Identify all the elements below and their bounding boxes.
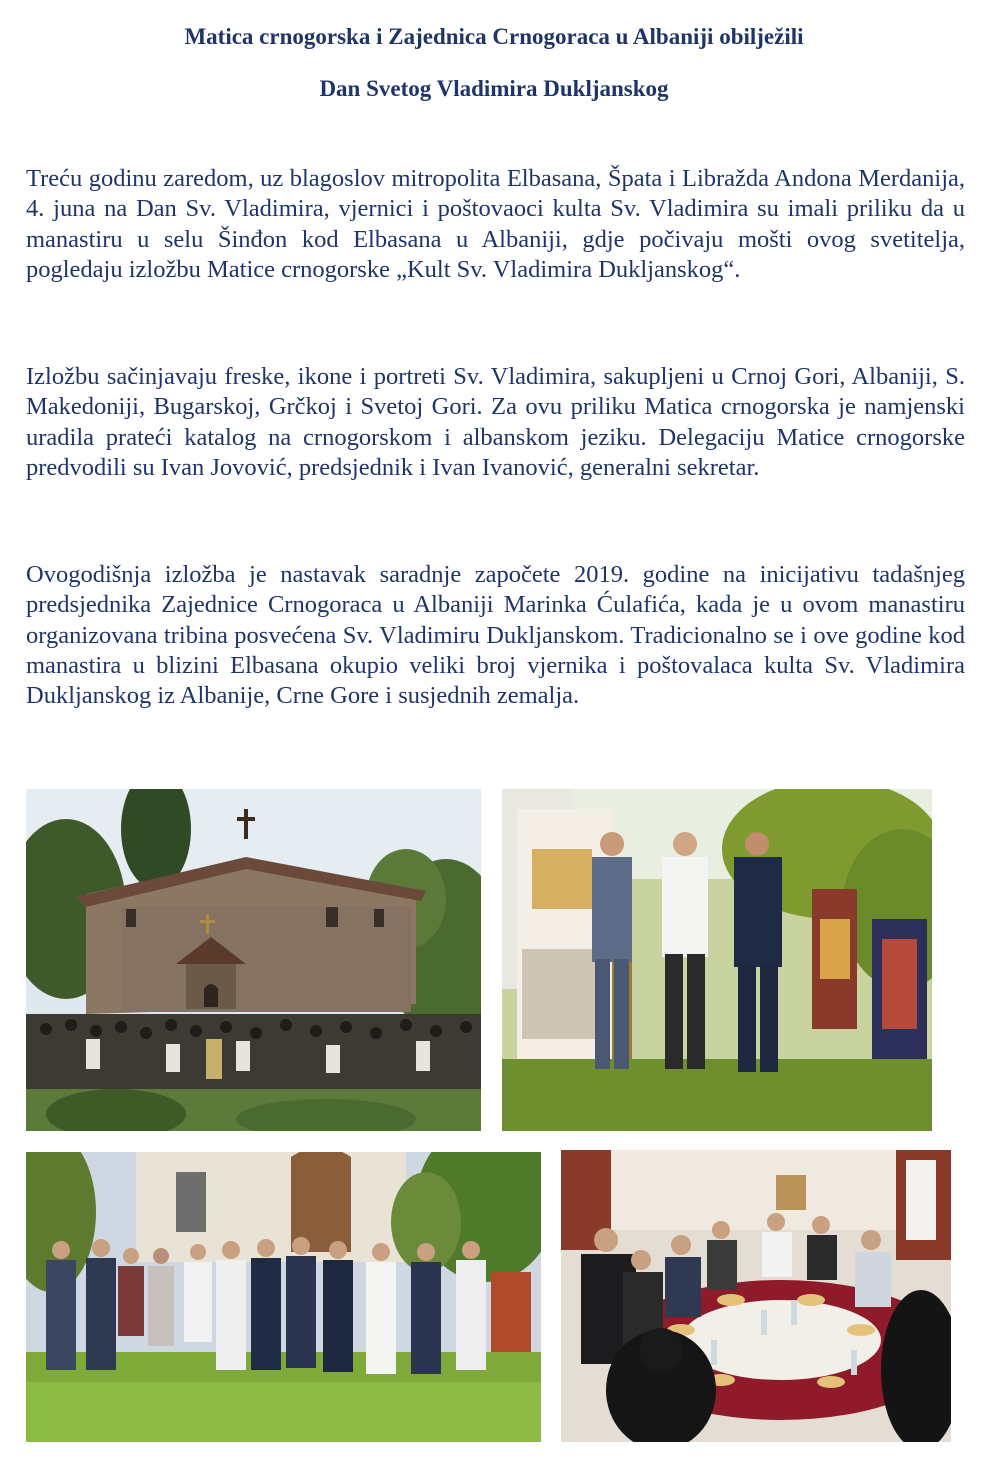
photo-dinner-table xyxy=(561,1150,951,1442)
article-title-line-1: Matica crnogorska i Zajednica Crnogoraca u Albaniji obilježili xyxy=(184,24,804,49)
photo-delegation-exhibition xyxy=(502,789,932,1131)
photo-group-outdoors xyxy=(26,1152,541,1442)
article-title-line-2: Dan Svetog Vladimira Dukljanskog xyxy=(319,76,669,101)
article-paragraph-2: Izložbu sačinjavaju freske, ikone i portreti Sv. Vladimira, sakupljeni u Crnoj Gori, Albaniji, S. Makedoniji, Bugarskoj, Grčkoj i Svetoj Gori. Za ovu priliku Matica crnogorska je namjenski uradila prateći katalog na crnogorskom i albanskom jeziku. Delegaciju Matice crnogorske predvodili su Ivan Jovović, predsjednik i Ivan Ivanović, generalni sekretar. xyxy=(26,363,965,481)
article-paragraph-1: Treću godinu zaredom, uz blagoslov mitropolita Elbasana, Špata i Libražda Andona Merdanija, 4. juna na Dan Sv. Vladimira, vjernici i poštovaoci kulta Sv. Vladimira su imali priliku da u manastiru u selu Šinđon kod Elbasana u Albaniji, gdje počivaju mošti ovog svetitelja, pogledaju izložbu Matice crnogorske „Kult Sv. Vladimira Dukljanskog“. xyxy=(26,165,965,283)
article-paragraph-3: Ovogodišnja izložba je nastavak saradnje započete 2019. godine na inicijativu tadašnjeg predsjednika Zajednice Crnogoraca u Albaniji Marinka Ćulafića, kada je u ovom manastiru organizovana tribina posvećena Sv. Vladimiru Dukljanskom. Tradicionalno se i ove godine kod manastira u blizini Elbasana okupio veliki broj vjernika i poštovalaca kulta Sv. Vladimira Dukljanskog iz Albanije, Crne Gore i susjednih zemalja. xyxy=(26,561,965,710)
photo-monastery-crowd xyxy=(26,789,481,1131)
